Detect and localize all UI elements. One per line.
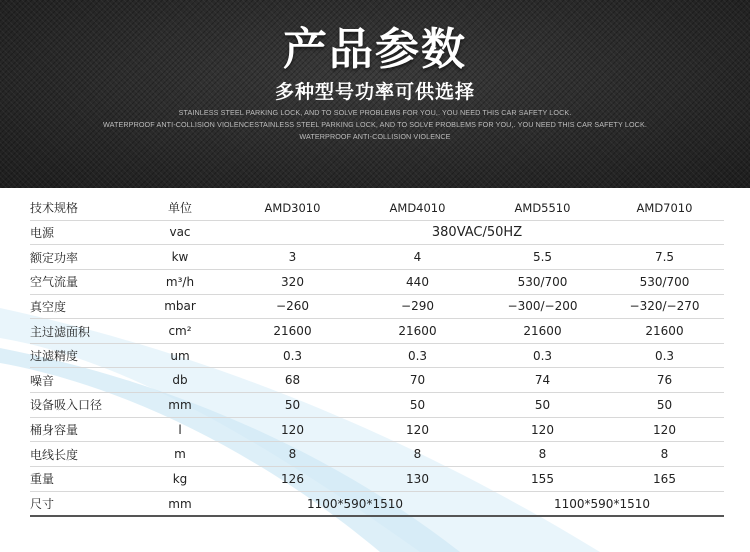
spec-unit-cell: kw	[130, 245, 230, 270]
header-model: AMD3010	[230, 196, 355, 220]
spec-name-cell: 电线长度	[30, 442, 130, 467]
header-banner	[0, 0, 750, 188]
spec-value-cell: 4	[355, 245, 480, 270]
spec-value-cell: 3	[230, 245, 355, 270]
table-row	[30, 393, 724, 418]
spec-unit-cell: cm²	[130, 319, 230, 344]
header-spec-label: 技术规格	[30, 196, 130, 220]
spec-value-cell: −290	[355, 294, 480, 319]
spec-name-cell: 尺寸	[30, 491, 130, 516]
spec-value-cell: −320/−270	[605, 294, 724, 319]
spec-name-cell: 过滤精度	[30, 343, 130, 368]
spec-value-cell: 50	[355, 393, 480, 418]
spec-value-cell: 8	[230, 442, 355, 467]
spec-unit-cell: um	[130, 343, 230, 368]
english-caption-line: WATERPROOF ANTI-COLLISION VIOLENCESTAINLESS STEEL PARKING LOCK, AND TO SOLVE PROBLEMS FOR YOU,. YOU NEED THIS CAR SAFETY LOCK.	[103, 120, 647, 129]
table-row	[30, 319, 724, 344]
spec-section	[0, 188, 750, 552]
spec-value-cell: 320	[230, 269, 355, 294]
spec-name-cell: 空气流量	[30, 269, 130, 294]
spec-value-merged-cell: 380VAC/50HZ	[230, 220, 724, 245]
table-row	[30, 269, 724, 294]
header-model: AMD5510	[480, 196, 605, 220]
spec-value-cell: 76	[605, 368, 724, 393]
spec-unit-cell: mbar	[130, 294, 230, 319]
spec-value-cell: 50	[230, 393, 355, 418]
spec-value-cell: 21600	[230, 319, 355, 344]
table-row	[30, 220, 724, 245]
english-caption-line: STAINLESS STEEL PARKING LOCK, AND TO SOLVE PROBLEMS FOR YOU,. YOU NEED THIS CAR SAFETY LOCK.	[178, 108, 572, 117]
spec-value-cell: 120	[355, 417, 480, 442]
spec-name-cell: 电源	[30, 220, 130, 245]
table-row	[30, 417, 724, 442]
spec-name-cell: 重量	[30, 467, 130, 492]
table-row	[30, 442, 724, 467]
english-caption-line: WATERPROOF ANTI-COLLISION VIOLENCE	[299, 132, 451, 141]
spec-value-cell: 68	[230, 368, 355, 393]
spec-unit-cell: mm	[130, 393, 230, 418]
spec-unit-cell: m³/h	[130, 269, 230, 294]
page-subtitle: 多种型号功率可供选择	[274, 81, 475, 103]
spec-value-cell: 130	[355, 467, 480, 492]
spec-value-cell: 0.3	[230, 343, 355, 368]
spec-unit-cell: vac	[130, 220, 230, 245]
spec-value-cell: 50	[480, 393, 605, 418]
spec-value-cell: −260	[230, 294, 355, 319]
spec-value-cell: 7.5	[605, 245, 724, 270]
table-row	[30, 491, 724, 516]
spec-unit-cell: mm	[130, 491, 230, 516]
spec-value-cell: −300/−200	[480, 294, 605, 319]
spec-unit-cell: m	[130, 442, 230, 467]
header-unit-label: 单位	[130, 196, 230, 220]
spec-value-cell: 0.3	[605, 343, 724, 368]
table-row	[30, 343, 724, 368]
spec-value-cell: 120	[605, 417, 724, 442]
page-title: 产品参数	[283, 24, 467, 75]
spec-value-cell: 50	[605, 393, 724, 418]
spec-table	[30, 196, 724, 517]
spec-unit-cell: kg	[130, 467, 230, 492]
spec-value-cell: 5.5	[480, 245, 605, 270]
spec-value-cell: 70	[355, 368, 480, 393]
spec-value-cell: 530/700	[480, 269, 605, 294]
table-row	[30, 368, 724, 393]
spec-value-cell: 120	[480, 417, 605, 442]
spec-name-cell: 额定功率	[30, 245, 130, 270]
spec-value-cell: 530/700	[605, 269, 724, 294]
table-row	[30, 467, 724, 492]
table-header-row	[30, 196, 724, 220]
spec-value-cell: 8	[355, 442, 480, 467]
spec-name-cell: 桶身容量	[30, 417, 130, 442]
spec-value-cell: 440	[355, 269, 480, 294]
spec-value-cell: 120	[230, 417, 355, 442]
spec-name-cell: 真空度	[30, 294, 130, 319]
header-model: AMD7010	[605, 196, 724, 220]
spec-value-cell: 21600	[355, 319, 480, 344]
spec-value-cell: 126	[230, 467, 355, 492]
spec-name-cell: 主过滤面积	[30, 319, 130, 344]
spec-value-cell: 74	[480, 368, 605, 393]
spec-value-cell: 1100*590*1510	[480, 491, 724, 516]
spec-unit-cell: db	[130, 368, 230, 393]
spec-value-cell: 21600	[480, 319, 605, 344]
spec-value-cell: 0.3	[355, 343, 480, 368]
spec-value-cell: 21600	[605, 319, 724, 344]
spec-value-cell: 155	[480, 467, 605, 492]
table-row	[30, 294, 724, 319]
header-model: AMD4010	[355, 196, 480, 220]
spec-name-cell: 设备吸入口径	[30, 393, 130, 418]
spec-value-cell: 1100*590*1510	[230, 491, 480, 516]
spec-value-cell: 0.3	[480, 343, 605, 368]
spec-value-cell: 165	[605, 467, 724, 492]
spec-value-cell: 8	[480, 442, 605, 467]
table-row	[30, 245, 724, 270]
spec-value-cell: 8	[605, 442, 724, 467]
spec-name-cell: 噪音	[30, 368, 130, 393]
spec-unit-cell: l	[130, 417, 230, 442]
